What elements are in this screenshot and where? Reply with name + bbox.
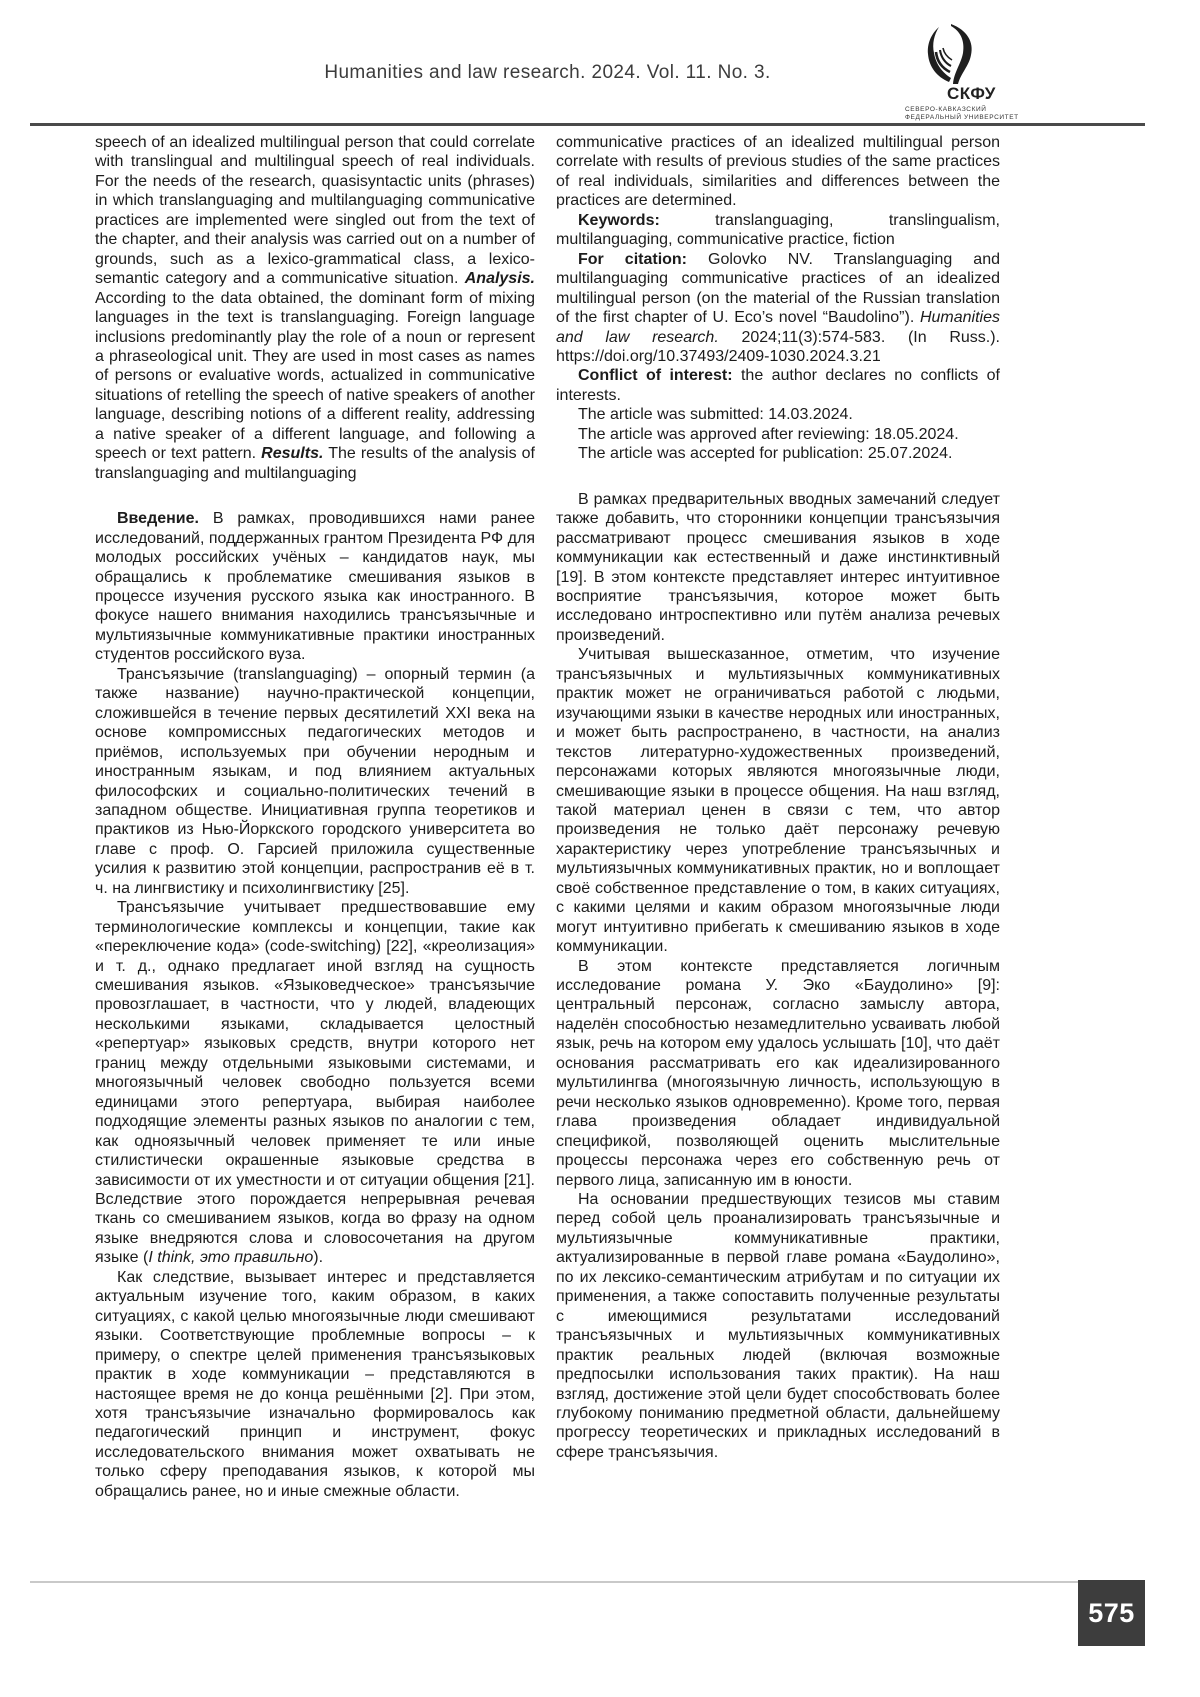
text-segment: For citation:: [578, 250, 688, 268]
text-segment: The article was submitted: 14.03.2024.: [578, 406, 853, 424]
paragraph: [95, 1268, 535, 1501]
paragraph: [556, 444, 1000, 463]
text-segment: Keywords:: [578, 211, 660, 229]
text-segment: Введение.: [117, 510, 199, 528]
text-segment: Как следствие, вызывает интерес и представляется актуальным изучение того, каким образом, в каких ситуациях, с какой целью многоязычные люди смешивают языки. Соответствующие проблемные вопросы – к примеру, о спектре целей применения трансъязыковых практик в ходе коммуникации – представляются в настоящее время не до конца решёнными [2]. При этом, хотя трансъязычие изначально формировалось как педагогический принцип и инструмент, фокус исследовательского внимания может охватывать не только сферу преподавания языков, к которой мы обращались ранее, но и иные смежные области.: [95, 1268, 535, 1500]
header-rule: [30, 123, 1145, 126]
journal-title: Humanities and law research. 2024. Vol. 11. No. 3.: [324, 62, 771, 83]
text-segment: the author declares no conflicts of interests.: [556, 367, 1000, 404]
paragraph: [556, 1190, 1000, 1462]
text-segment: Трансъязычие учитывает предшествовавшие ему терминологические комплексы и концепции, такие как «переключение кода» (code-switching) [22], «креолизация» и т. д., однако предлагает иной взгляд на сущность смешивания языков. «Языковедческое» трансъязычие провозглашает, в частности, что у людей, владеющих несколькими языками, складывается целостный «репертуар» языковых средств, внутри которого нет границ между отдельными языковыми системами, и многоязычный человек свободно пользуется всеми единицами этого репертуара, выбирая наиболее подходящие элементы разных языков по аналогии с тем, как одноязычный человек применяет те или иные стилистически окрашенные языковые средства в зависимости от их уместности и от ситуации общения [21]. Вследствие этого порождается непрерывная речевая ткань со смешиванием языков, когда во фразу на одном языке внедряются слова и словосочетания на другом языке (: [95, 899, 535, 1267]
paragraph: [95, 133, 535, 483]
text-segment: Conflict of interest:: [578, 367, 733, 385]
page-number-badge: [1078, 1580, 1145, 1646]
text-segment: В рамках предварительных вводных замечаний следует также добавить, что сторонники концепции трансъязычия рассматривают процесс смешивания языков в ходе коммуникации как естественный и даже инстинктивный [19]. В этом контексте представляет интерес интуитивное восприятие трансъязычия, которое может быть исследовано интроспективно или путём анализа речевых произведений.: [556, 490, 1000, 644]
logo-university-name-line1: СЕВЕРО-КАВКАЗСКИЙ: [905, 106, 987, 113]
text-segment: Трансъязычие (translanguaging) – опорный термин (а также название) научно-практической концепции, сложившейся в течение первых десятилетий XXI века на основе компромиссных педагогических методов и приёмов, используемых при обучении неродным и иностранным языкам, и под влиянием актуальных философских и социально-политических течений в западном обществе. Инициативная группа теоретиков и практиков из Нью-Йоркского городского университета во главе с проф. О. Гарсией приложила существенные усилия к развитию этой концепции, распространив её в т. ч. на лингвистику и психолингвистику [25].: [95, 665, 535, 897]
university-logo: [903, 22, 1019, 121]
text-segment: 2024;11(3):574-583. (In Russ.). https://doi.org/10.37493/2409-1030.2024.3.21: [556, 328, 1000, 365]
right-column: [556, 133, 1000, 1462]
footer-rule: [30, 1581, 1078, 1583]
paragraph: [556, 490, 1000, 646]
logo-university-name-line2: ФЕДЕРАЛЬНЫЙ УНИВЕРСИТЕТ: [905, 114, 1019, 121]
paragraph: [556, 366, 1000, 405]
paragraph: [556, 250, 1000, 367]
text-segment: translanguaging, translingualism, multilanguaging, communicative practice, fiction: [556, 211, 1000, 249]
paragraph: [95, 509, 535, 665]
paragraph: [95, 898, 535, 1268]
paragraph: [556, 133, 1000, 211]
text-segment: Humanities and law research.: [556, 309, 1000, 346]
paragraph: [556, 425, 1000, 444]
text-segment: speech of an idealized multilingual person that could correlate with translingual and multilingual speech of real individuals. For the needs of the research, quasisyntactic units (phrases) in which translanguaging and multilanguaging communicative practices are implemented were singled out from the text of the chapter, and their analysis was carried out on a number of grounds, such as a lexico-grammatical class, a lexico-semantic category and a communicative situation.: [95, 134, 535, 288]
text-segment: ).: [313, 1249, 324, 1267]
text-segment: I think, это правильно: [148, 1249, 314, 1267]
paragraph: [556, 211, 1000, 250]
logo-acronym: СКФУ: [947, 84, 996, 103]
paragraph: [556, 405, 1000, 424]
text-segment: В этом контексте представляется логичным исследование романа У. Эко «Баудолино» [9]: центральный персонаж, согласно замыслу автора, наделён способностью незамедлительно усваивать любой язык, речь на котором ему удалось услышать [10], что даёт основания рассматривать его как идеализированного мультилингва (многоязычную личность, использующую в речи несколько языков одновременно). Кроме того, первая глава произведения обладает индивидуальной спецификой, позволяющей оценить мыслительные процессы персонажа через его собственную речь от первого лица, записанную им в юности.: [556, 957, 1000, 1189]
text-segment: На основании предшествующих тезисов мы ставим перед собой цель проанализировать трансъязычные и мультиязычные коммуникативные практики, актуализированные в первой главе романа «Баудолино», по их лексико-семантическим атрибутам и по ситуации их применения, а также сопоставить полученные результаты с имеющимися результатами исследований трансъязычных и мультиязычных коммуникативных практик реальных людей (включая возможные предпосылки использования таких практик). На наш взгляд, достижение этой цели будет способствовать более глубокому пониманию предметной области, дальнейшему прогрессу теоретических и прикладных исследований в сфере трансъязычия.: [556, 1191, 1000, 1461]
text-segment: В рамках, проводившихся нами ранее исследований, поддержанных грантом Президента РФ для молодых российских учёных – кандидатов наук, мы обращались к проблематике смешивания языков в процессе изучения русского языка как иностранного. В фокусе нашего внимания находились трансъязычные и мультиязычные коммуникативные практики иностранных студентов российского вуза.: [95, 510, 535, 664]
left-column: [95, 133, 535, 1501]
page-number: 575: [1088, 1597, 1135, 1628]
text-segment: According to the data obtained, the dominant form of mixing languages in the text is translanguaging. Foreign language inclusions predominantly play the role of a noun or represent a phraseological unit. They are used in most cases as names of persons or evaluative words, actualized in communicative situations of retelling the speech of native speakers of another language, describing notions of a different reality, addressing a native speaker of a different language, and following a speech or text pattern.: [95, 289, 535, 463]
text-segment: The results of the analysis of translanguaging and multilanguaging: [95, 445, 536, 482]
text-segment: Учитывая вышесказанное, отметим, что изучение трансъязычных и мультиязычных коммуникативных практик может не ограничиваться работой с людьми, изучающими языки в качестве неродных или иностранных, и может быть распространено, в частности, на анализ текстов литературно-художественных произведений, персонажами которых являются многоязычные люди, смешивающие языки в процессе общения. На наш взгляд, такой материал ценен в связи с тем, что автор произведения не только даёт персонажу речевую характеристику через употребление трансъязычных и мультиязычных коммуникативных практик, но и воплощает своё собственное представление о том, в каких ситуациях, с какими целями и каким образом многоязычные люди могут интуитивно прибегать к смешиванию языков в ходе коммуникации.: [556, 646, 1000, 956]
paragraph: [556, 645, 1000, 956]
text-segment: The article was approved after reviewing: 18.05.2024.: [578, 425, 959, 443]
paragraph: [556, 957, 1000, 1190]
text-segment: The article was accepted for publication: 25.07.2024.: [578, 445, 953, 463]
text-segment: Analysis.: [464, 270, 535, 288]
text-segment: Results.: [261, 445, 324, 463]
paragraph: [95, 665, 535, 898]
text-segment: communicative practices of an idealized multilingual person correlate with results of previous studies of the same practices of real individuals, similarities and differences between the practices are determined.: [556, 134, 1000, 210]
text-segment: Golovko NV. Translanguaging and multilanguaging communicative practices of an idealized multilingual person (on the material of the Russian translation of the first chapter of U. Eco’s novel “Baudolino”).: [556, 250, 1001, 327]
